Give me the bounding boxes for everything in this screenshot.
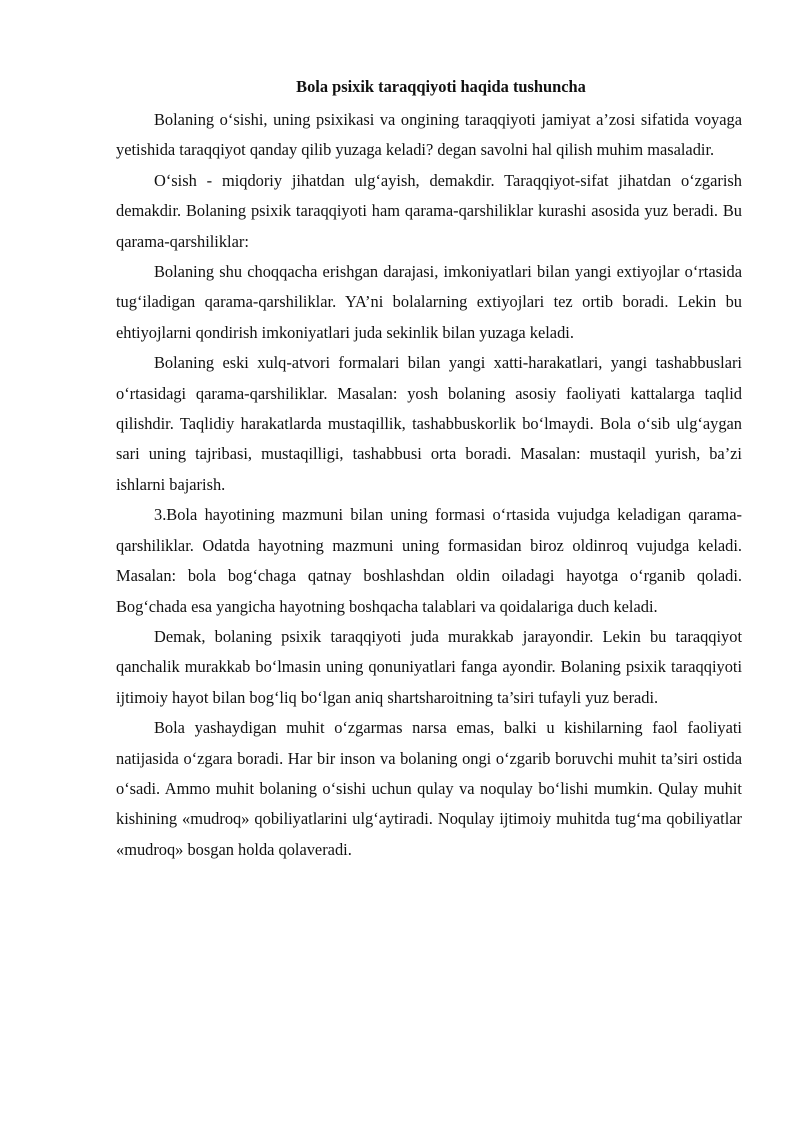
paragraph: Bolaning o‘sishi, uning psixikasi va ongining taraqqiyoti jamiyat a’zosi sifatida voyaga yetishida taraqqiyot qanday qilib yuzaga keladi? degan savolni hal qilish muhim masaladir. xyxy=(116,110,742,160)
document-page xyxy=(116,72,742,865)
paragraph: 3.Bola hayotining mazmuni bilan uning formasi o‘rtasida vujudga keladigan qarama-qarshiliklar. Odatda hayotning mazmuni uning formasidan biroz oldinroq vujudga keladi. Masalan: bola bog‘chaga qatnay boshlashdan oldin oiladagi hayotga o‘rganib qoladi. Bog‘chada esa yangicha hayotning boshqacha talablari va qoidalariga duch keladi. xyxy=(116,505,742,616)
paragraph: Bolaning eski xulq-atvori formalari bilan yangi xatti-harakatlari, yangi tashabbuslari o‘rtasidagi qarama-qarshiliklar. Masalan: yosh bolaning asosiy faoliyati kattalarga taqlid qilishdir. Taqlidiy harakatlarda mustaqillik, tashabbuskorlik bo‘lmaydi. Bola o‘sib ulg‘aygan sari uning tajribasi, mustaqilligi, tashabbusi orta boradi. Masalan: mustaqil yurish, ba’zi ishlarni bajarish. xyxy=(116,353,742,494)
paragraph: Bola yashaydigan muhit o‘zgarmas narsa emas, balki u kishilarning faol faoliyati natijasida o‘zgara boradi. Har bir inson va bolaning ongi o‘zgarib boruvchi muhit ta’siri ostida o‘sadi. Ammo muhit bolaning o‘sishi uchun qulay va noqulay bo‘lishi mumkin. Qulay muhit kishining «mudroq» qobiliyatlarini ulg‘aytiradi. Noqulay ijtimoiy muhitda tug‘ma qobiliyatlar «mudroq» bosgan holda qolaveradi. xyxy=(116,718,742,859)
paragraph: Bolaning shu choqqacha erishgan darajasi, imkoniyatlari bilan yangi extiyojlar o‘rtasida tug‘iladigan qarama-qarshiliklar. YA’ni bolalarning extiyojlari tez ortib boradi. Lekin bu ehtiyojlarni qondirish imkoniyatlari juda sekinlik bilan yuzaga keladi. xyxy=(116,262,742,342)
paragraph: Demak, bolaning psixik taraqqiyoti juda murakkab jarayondir. Lekin bu taraqqiyot qanchalik murakkab bo‘lmasin uning qonuniyatlari fanga ayondir. Bolaning psixik taraqqiyoti ijtimoiy hayot bilan bog‘liq bo‘lgan aniq shartsharoitning ta’siri tufayli yuz beradi. xyxy=(116,626,742,707)
document-title: Bola psixik taraqqiyoti haqida tushuncha xyxy=(296,77,586,96)
paragraph: O‘sish - miqdoriy jihatdan ulg‘ayish, demakdir. Taraqqiyot-sifat jihatdan o‘zgarish demakdir. Bolaning psixik taraqqiyoti ham qarama-qarshiliklar kurashi asosida yuz beradi. Bu qarama-qarshiliklar: xyxy=(116,170,742,251)
